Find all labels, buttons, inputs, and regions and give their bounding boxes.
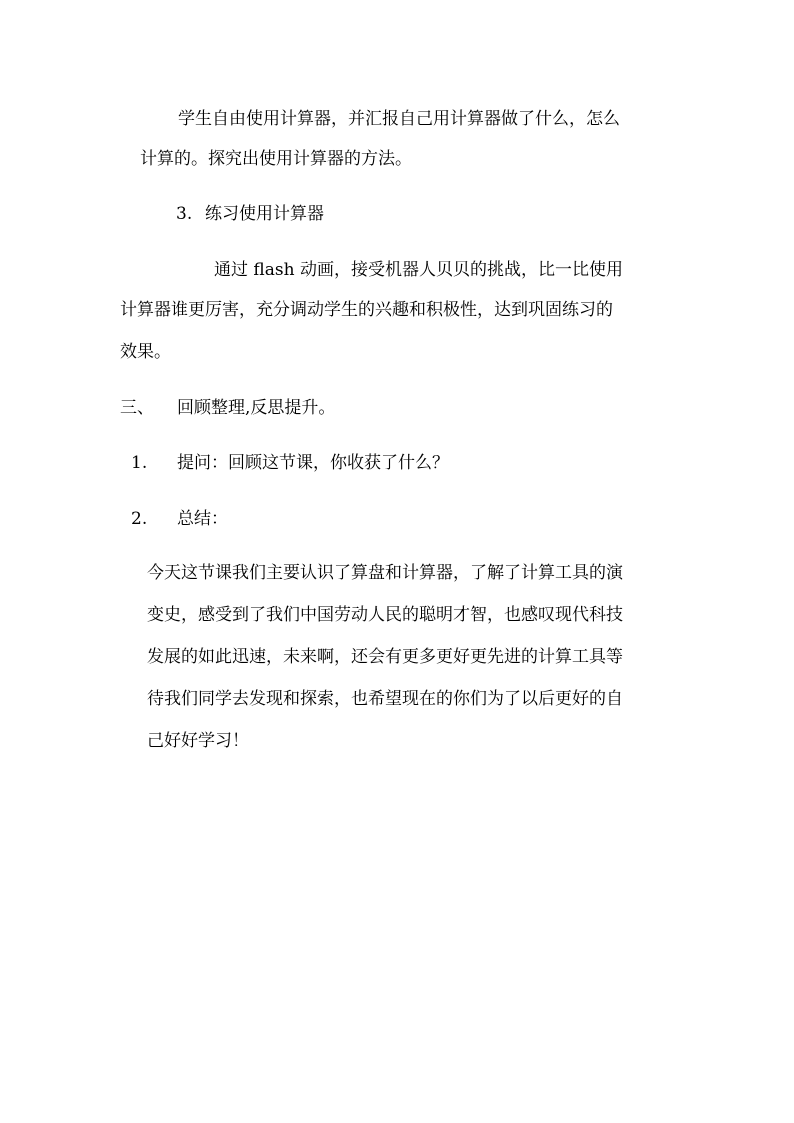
list-item-1-number: 1. [131,453,148,473]
item-3-number: 3. [176,204,193,224]
list-item-2-number: 2. [131,509,148,529]
paragraph-1-line-1: 学生自由使用计算器，并汇报自己用计算器做了什么，怎么 [178,109,620,129]
item-3-heading: 练习使用计算器 [205,204,324,224]
list-item-2-text: 总结： [177,509,228,529]
summary-line-5: 己好好学习！ [147,731,249,751]
summary-line-2: 变史，感受到了我们中国劳动人民的聪明才智，也感叹现代科技 [147,605,623,625]
section-3-number: 三、 [120,398,154,418]
list-item-1-text: 提问：回顾这节课，你收获了什么？ [177,453,449,473]
summary-line-1: 今天这节课我们主要认识了算盘和计算器，了解了计算工具的演 [147,563,623,583]
paragraph-1-line-2: 计算的。探究出使用计算器的方法。 [140,149,412,169]
section-3-heading: 回顾整理,反思提升。 [177,398,336,418]
paragraph-2-line-1: 通过 flash 动画，接受机器人贝贝的挑战，比一比使用 [214,260,623,280]
paragraph-2-line-2: 计算器谁更厉害，充分调动学生的兴趣和积极性，达到巩固练习的 [120,300,613,320]
paragraph-2-line-3: 效果。 [120,342,171,362]
summary-line-3: 发展的如此迅速，未来啊，还会有更多更好更先进的计算工具等 [147,647,623,667]
summary-line-4: 待我们同学去发现和探索，也希望现在的你们为了以后更好的自 [147,689,623,709]
